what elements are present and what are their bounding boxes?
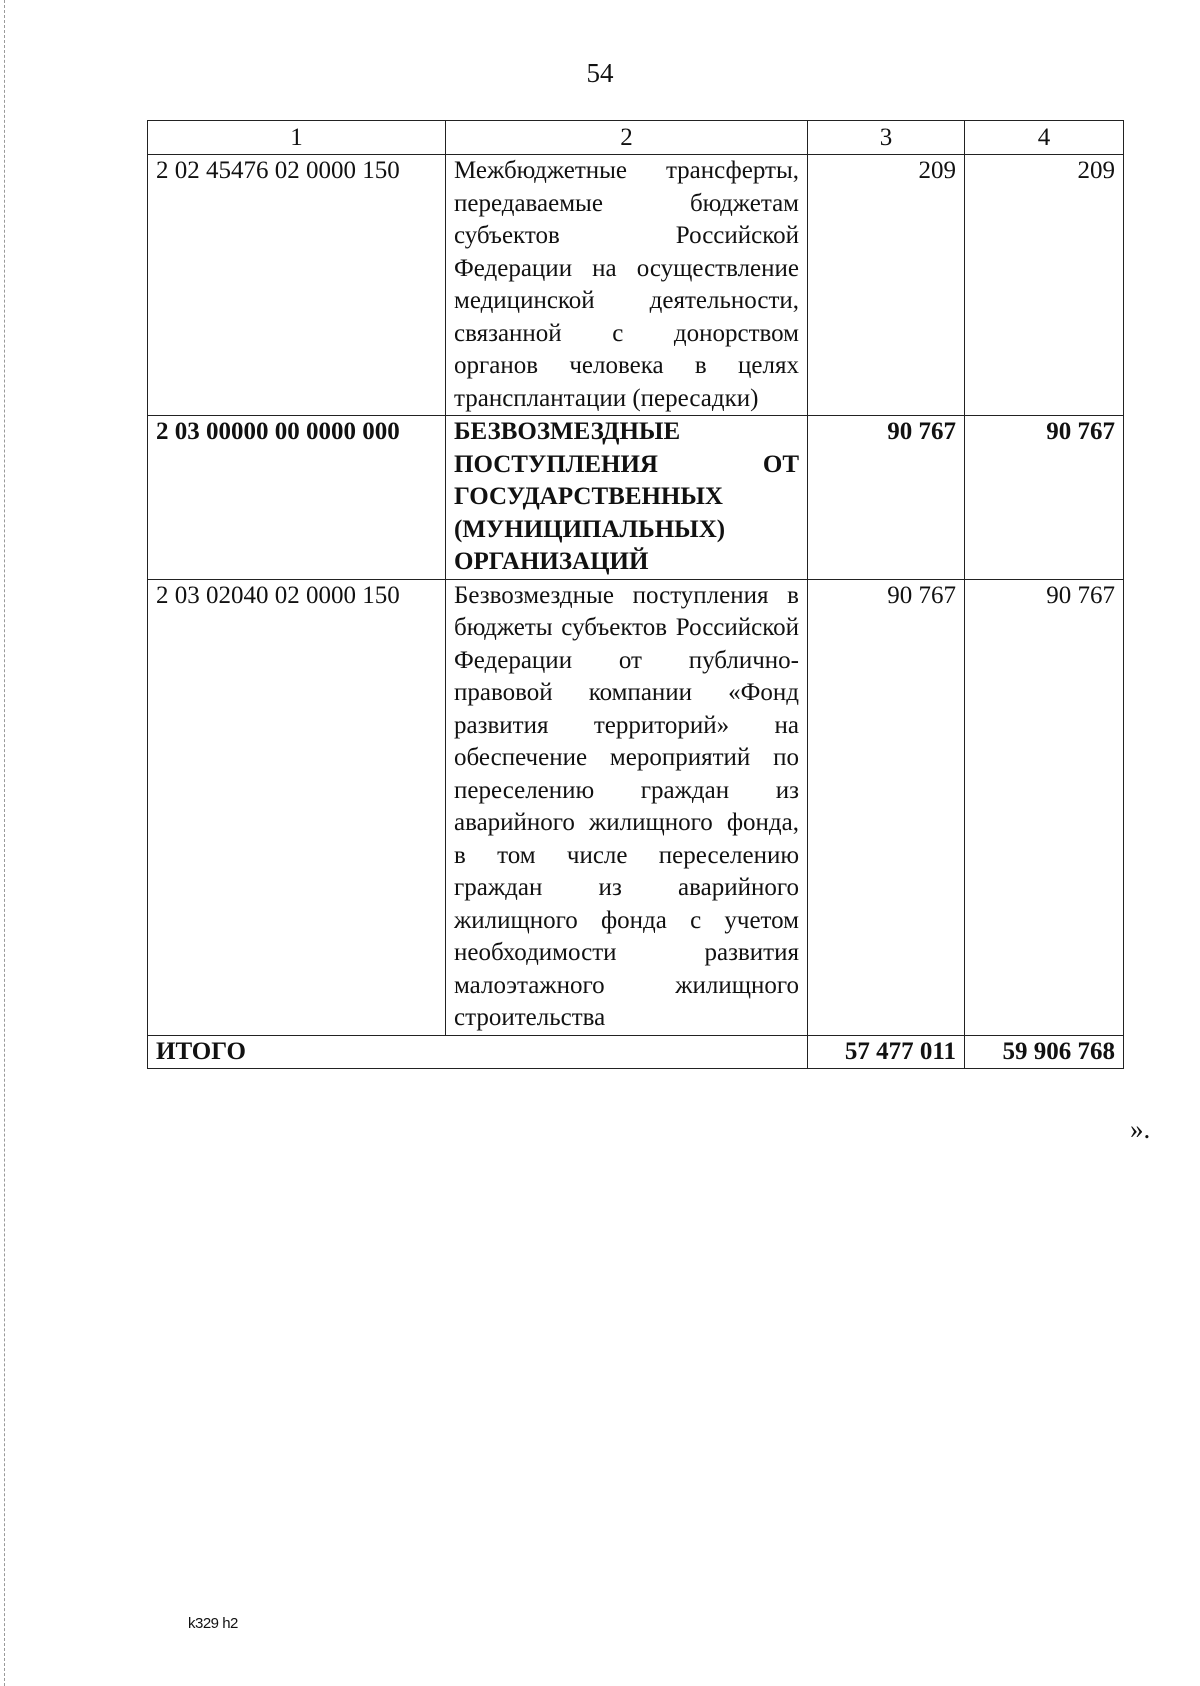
value-col3: 209 — [808, 155, 965, 416]
table-row — [148, 579, 1124, 1035]
total-row — [148, 1035, 1124, 1069]
scan-edge-line — [4, 0, 5, 1686]
total-col3: 57 477 011 — [808, 1035, 965, 1069]
column-header-4: 4 — [965, 121, 1124, 155]
value-col3: 90 767 — [808, 416, 965, 580]
table-row — [148, 416, 1124, 580]
total-label: ИТОГО — [148, 1035, 808, 1069]
table-header-row — [148, 121, 1124, 155]
budget-code: 2 02 45476 02 0000 150 — [148, 155, 446, 416]
budget-code: 2 03 00000 00 0000 000 — [148, 416, 446, 580]
value-col4: 209 — [965, 155, 1124, 416]
column-header-1: 1 — [148, 121, 446, 155]
budget-code: 2 03 02040 02 0000 150 — [148, 579, 446, 1035]
row-description: БЕЗВОЗМЕЗДНЫЕ ПОСТУПЛЕНИЯ ОТ ГОСУДАРСТВЕННЫХ (МУНИЦИПАЛЬНЫХ) ОРГАНИЗАЦИЙ — [446, 416, 808, 580]
table-row — [148, 155, 1124, 416]
budget-table — [147, 120, 1124, 1069]
total-col4: 59 906 768 — [965, 1035, 1124, 1069]
column-header-2: 2 — [446, 121, 808, 155]
closing-quote-mark: ». — [1130, 1114, 1151, 1144]
document-footer-code: k329 h2 — [188, 1615, 238, 1632]
page-number: 54 — [586, 58, 614, 88]
value-col3: 90 767 — [808, 579, 965, 1035]
value-col4: 90 767 — [965, 416, 1124, 580]
row-description: Межбюджетные трансферты, передаваемые бюджетам субъектов Российской Федерации на осуществление медицинской деятельности, связанной с донорством органов человека в целях трансплантации (пересадки) — [446, 155, 808, 416]
column-header-3: 3 — [808, 121, 965, 155]
value-col4: 90 767 — [965, 579, 1124, 1035]
row-description: Безвозмездные поступления в бюджеты субъектов Российской Федерации от публично-правовой компании «Фонд развития территорий» на обеспечение мероприятий по переселению граждан из аварийного жилищного фонда, в том числе переселению граждан из аварийного жилищного фонда с учетом необходимости развития малоэтажного жилищного строительства — [446, 579, 808, 1035]
